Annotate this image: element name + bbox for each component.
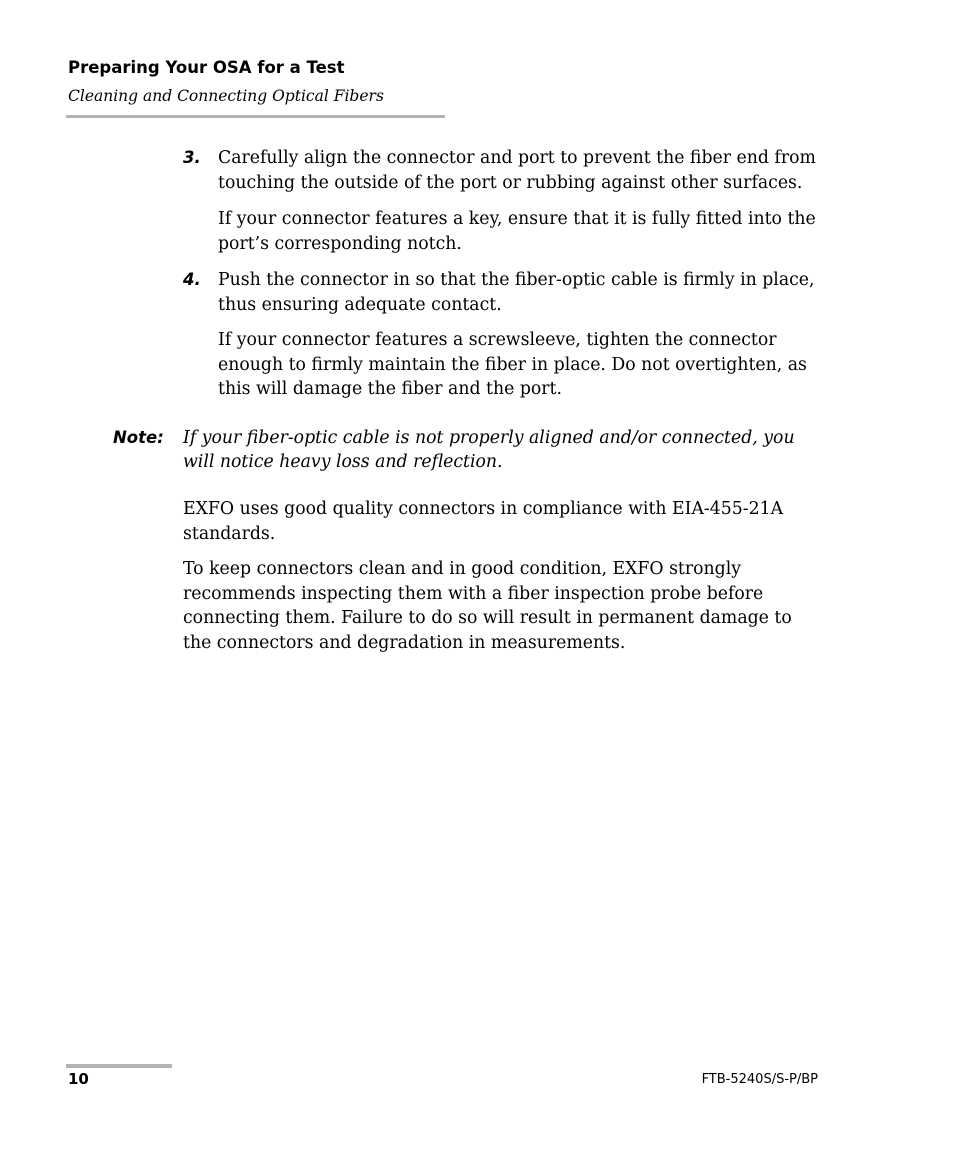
step-4-note: If your connector features a screwsleeve, tighten the connector enough to firmly maintain the fiber in place. Do not overtighten, as this will damage the fiber and the port. bbox=[218, 330, 807, 400]
paragraph: EXFO uses good quality connectors in compliance with EIA-455-21A standards. bbox=[183, 499, 784, 544]
step-text: Carefully align the connector and port to prevent the fiber end from touching the outside of the port or rubbing against other surfaces. bbox=[218, 148, 816, 193]
note-text: If your fiber-optic cable is not properly aligned and/or connected, you will notice heavy loss and reflection. bbox=[183, 428, 795, 473]
paragraph: To keep connectors clean and in good condition, EXFO strongly recommends inspecting them with a fiber inspection probe before connecting them. Failure to do so will result in permanent damage to the connectors and degradation in measurements. bbox=[183, 559, 792, 653]
step-text: Push the connector in so that the fiber-optic cable is firmly in place, thus ensuring adequate contact. bbox=[218, 270, 815, 315]
header-divider bbox=[66, 115, 445, 118]
chapter-title: Preparing Your OSA for a Test bbox=[68, 58, 345, 77]
step-3-note: If your connector features a key, ensure that it is fully fitted into the port’s corresponding notch. bbox=[218, 209, 816, 254]
footer-divider bbox=[66, 1064, 172, 1068]
step-number: 4. bbox=[183, 270, 201, 289]
step-number: 3. bbox=[183, 148, 201, 167]
section-title: Cleaning and Connecting Optical Fibers bbox=[68, 87, 384, 105]
product-model: FTB-5240S/S-P/BP bbox=[701, 1072, 818, 1087]
page-number: 10 bbox=[68, 1070, 89, 1088]
note-label: Note: bbox=[113, 428, 164, 447]
